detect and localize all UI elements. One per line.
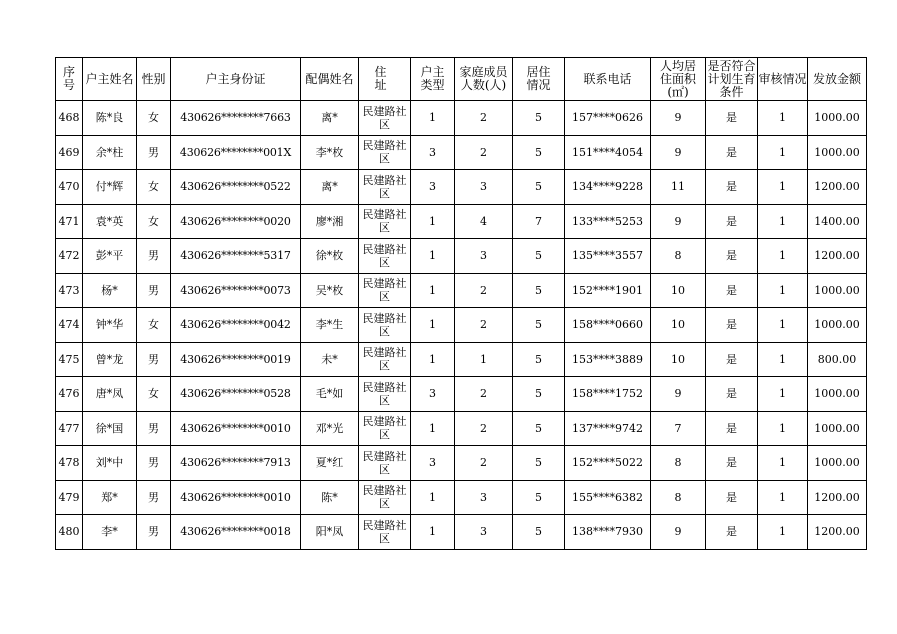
cell-seq: 470 [56,170,83,205]
cell-review: 1 [758,377,808,412]
table-row [56,308,867,343]
cell-area: 9 [651,101,706,136]
cell-members: 2 [455,377,513,412]
cell-id: 430626********0020 [171,204,301,239]
cell-addr: 民建路社 区 [359,135,411,170]
cell-type: 1 [411,515,455,550]
cell-seq: 478 [56,446,83,481]
header-plan: 是否符合 计划生育 条件 [707,58,756,99]
header-seq: 序 号 [56,58,83,101]
cell-phone: 134****9228 [565,170,651,205]
cell-review: 1 [758,411,808,446]
table-row [56,480,867,515]
cell-amount: 1200.00 [808,170,867,205]
cell-name: 杨* [83,273,137,308]
cell-review: 1 [758,239,808,274]
cell-living: 5 [513,273,565,308]
cell-living: 5 [513,135,565,170]
cell-type: 3 [411,377,455,412]
cell-plan: 是 [706,308,758,343]
cell-id: 430626********001X [171,135,301,170]
header-area: 人均居 住面积 (㎡) [651,58,706,101]
cell-phone: 137****9742 [565,411,651,446]
cell-spouse: 徐*枚 [301,239,359,274]
cell-type: 1 [411,239,455,274]
cell-id: 430626********7663 [171,101,301,136]
cell-area: 9 [651,204,706,239]
cell-area: 11 [651,170,706,205]
cell-addr: 民建路社 区 [359,239,411,274]
cell-addr: 民建路社 区 [359,480,411,515]
header-review: 审核情况 [758,58,808,101]
cell-addr: 民建路社 区 [359,515,411,550]
cell-review: 1 [758,515,808,550]
cell-gender: 男 [137,342,171,377]
cell-phone: 155****6382 [565,480,651,515]
cell-phone: 152****5022 [565,446,651,481]
cell-members: 3 [455,170,513,205]
table-row [56,170,867,205]
cell-type: 1 [411,411,455,446]
table-row [56,446,867,481]
cell-plan: 是 [706,446,758,481]
cell-addr: 民建路社 区 [359,170,411,205]
cell-gender: 男 [137,480,171,515]
cell-living: 5 [513,170,565,205]
cell-area: 8 [651,480,706,515]
cell-living: 7 [513,204,565,239]
table-row [56,342,867,377]
cell-gender: 男 [137,411,171,446]
header-row [56,58,867,101]
cell-spouse: 阳*凤 [301,515,359,550]
header-spouse: 配偶姓名 [301,58,359,101]
cell-review: 1 [758,135,808,170]
table-row [56,411,867,446]
cell-name: 郑* [83,480,137,515]
cell-phone: 138****7930 [565,515,651,550]
cell-gender: 女 [137,308,171,343]
cell-plan: 是 [706,170,758,205]
cell-members: 2 [455,273,513,308]
cell-living: 5 [513,308,565,343]
cell-amount: 1200.00 [808,515,867,550]
cell-amount: 1000.00 [808,411,867,446]
cell-name: 刘*中 [83,446,137,481]
cell-members: 2 [455,446,513,481]
cell-name: 彭*平 [83,239,137,274]
cell-review: 1 [758,308,808,343]
table-row [56,515,867,550]
cell-amount: 1400.00 [808,204,867,239]
cell-id: 430626********0019 [171,342,301,377]
cell-spouse: 夏*红 [301,446,359,481]
cell-plan: 是 [706,515,758,550]
cell-type: 3 [411,446,455,481]
cell-plan: 是 [706,135,758,170]
cell-plan: 是 [706,273,758,308]
cell-seq: 468 [56,101,83,136]
table-row [56,239,867,274]
cell-area: 7 [651,411,706,446]
table-row [56,204,867,239]
cell-id: 430626********0010 [171,411,301,446]
cell-members: 2 [455,308,513,343]
cell-name: 唐*凤 [83,377,137,412]
cell-phone: 153****3889 [565,342,651,377]
cell-name: 曾*龙 [83,342,137,377]
cell-plan: 是 [706,480,758,515]
cell-gender: 男 [137,239,171,274]
cell-living: 5 [513,480,565,515]
cell-gender: 男 [137,135,171,170]
cell-plan: 是 [706,411,758,446]
cell-review: 1 [758,101,808,136]
cell-plan: 是 [706,101,758,136]
cell-members: 3 [455,515,513,550]
cell-seq: 472 [56,239,83,274]
cell-members: 3 [455,480,513,515]
cell-name: 陈*良 [83,101,137,136]
cell-type: 1 [411,204,455,239]
cell-type: 1 [411,342,455,377]
cell-members: 2 [455,135,513,170]
cell-review: 1 [758,446,808,481]
cell-id: 430626********0522 [171,170,301,205]
cell-seq: 476 [56,377,83,412]
table-row [56,101,867,136]
header-amount: 发放金额 [808,58,867,101]
cell-living: 5 [513,377,565,412]
cell-amount: 1000.00 [808,377,867,412]
cell-members: 2 [455,411,513,446]
cell-spouse: 未* [301,342,359,377]
cell-gender: 男 [137,515,171,550]
cell-name: 付*辉 [83,170,137,205]
header-name: 户主姓名 [83,58,137,101]
cell-amount: 1200.00 [808,239,867,274]
cell-type: 1 [411,480,455,515]
cell-spouse: 吴*枚 [301,273,359,308]
cell-seq: 479 [56,480,83,515]
cell-living: 5 [513,515,565,550]
cell-amount: 1000.00 [808,273,867,308]
cell-living: 5 [513,342,565,377]
cell-seq: 469 [56,135,83,170]
cell-amount: 1000.00 [808,101,867,136]
cell-amount: 1000.00 [808,135,867,170]
cell-name: 徐*国 [83,411,137,446]
cell-type: 3 [411,170,455,205]
cell-review: 1 [758,170,808,205]
cell-type: 3 [411,135,455,170]
cell-phone: 151****4054 [565,135,651,170]
header-id: 户主身份证 [171,58,301,101]
cell-spouse: 邓*光 [301,411,359,446]
cell-members: 3 [455,239,513,274]
cell-spouse: 廖*湘 [301,204,359,239]
cell-living: 5 [513,411,565,446]
cell-addr: 民建路社 区 [359,101,411,136]
cell-gender: 女 [137,101,171,136]
cell-spouse: 离* [301,170,359,205]
cell-addr: 民建路社 区 [359,308,411,343]
cell-name: 李* [83,515,137,550]
cell-review: 1 [758,480,808,515]
header-address: 住 址 [359,58,411,101]
cell-id: 430626********5317 [171,239,301,274]
cell-spouse: 陈* [301,480,359,515]
cell-spouse: 毛*如 [301,377,359,412]
cell-addr: 民建路社 区 [359,342,411,377]
cell-spouse: 离* [301,101,359,136]
header-phone: 联系电话 [565,58,651,101]
cell-id: 430626********0528 [171,377,301,412]
cell-plan: 是 [706,204,758,239]
cell-amount: 800.00 [808,342,867,377]
cell-addr: 民建路社 区 [359,411,411,446]
cell-area: 9 [651,377,706,412]
cell-addr: 民建路社 区 [359,273,411,308]
cell-amount: 1000.00 [808,308,867,343]
cell-area: 8 [651,446,706,481]
cell-plan: 是 [706,377,758,412]
cell-id: 430626********0042 [171,308,301,343]
cell-area: 8 [651,239,706,274]
header-gender: 性别 [137,58,171,101]
cell-type: 1 [411,273,455,308]
cell-members: 2 [455,101,513,136]
cell-review: 1 [758,342,808,377]
cell-seq: 471 [56,204,83,239]
cell-seq: 480 [56,515,83,550]
cell-phone: 133****5253 [565,204,651,239]
cell-phone: 157****0626 [565,101,651,136]
cell-seq: 477 [56,411,83,446]
table-body [56,101,867,550]
cell-phone: 135****3557 [565,239,651,274]
header-living: 居住 情况 [513,58,565,101]
cell-id: 430626********0073 [171,273,301,308]
cell-seq: 473 [56,273,83,308]
cell-addr: 民建路社 区 [359,377,411,412]
cell-id: 430626********0010 [171,480,301,515]
cell-plan: 是 [706,342,758,377]
cell-name: 袁*英 [83,204,137,239]
cell-area: 9 [651,515,706,550]
cell-phone: 152****1901 [565,273,651,308]
table-row [56,135,867,170]
cell-gender: 男 [137,446,171,481]
cell-amount: 1000.00 [808,446,867,481]
cell-members: 1 [455,342,513,377]
cell-addr: 民建路社 区 [359,446,411,481]
table-row [56,377,867,412]
cell-phone: 158****1752 [565,377,651,412]
cell-phone: 158****0660 [565,308,651,343]
cell-area: 9 [651,135,706,170]
cell-seq: 475 [56,342,83,377]
cell-review: 1 [758,204,808,239]
header-members: 家庭成员 人数(人) [455,58,513,101]
table-row [56,273,867,308]
cell-gender: 女 [137,377,171,412]
cell-name: 余*柱 [83,135,137,170]
cell-seq: 474 [56,308,83,343]
cell-gender: 女 [137,170,171,205]
cell-living: 5 [513,446,565,481]
cell-spouse: 李*生 [301,308,359,343]
cell-review: 1 [758,273,808,308]
cell-id: 430626********0018 [171,515,301,550]
cell-amount: 1200.00 [808,480,867,515]
cell-area: 10 [651,273,706,308]
cell-id: 430626********7913 [171,446,301,481]
cell-gender: 女 [137,204,171,239]
cell-plan: 是 [706,239,758,274]
header-type: 户主 类型 [411,58,455,101]
cell-gender: 男 [137,273,171,308]
cell-name: 钟*华 [83,308,137,343]
cell-living: 5 [513,239,565,274]
cell-addr: 民建路社 区 [359,204,411,239]
household-subsidy-table [55,57,867,550]
cell-type: 1 [411,308,455,343]
cell-spouse: 李*枚 [301,135,359,170]
cell-area: 10 [651,342,706,377]
cell-living: 5 [513,101,565,136]
cell-type: 1 [411,101,455,136]
cell-members: 4 [455,204,513,239]
cell-area: 10 [651,308,706,343]
